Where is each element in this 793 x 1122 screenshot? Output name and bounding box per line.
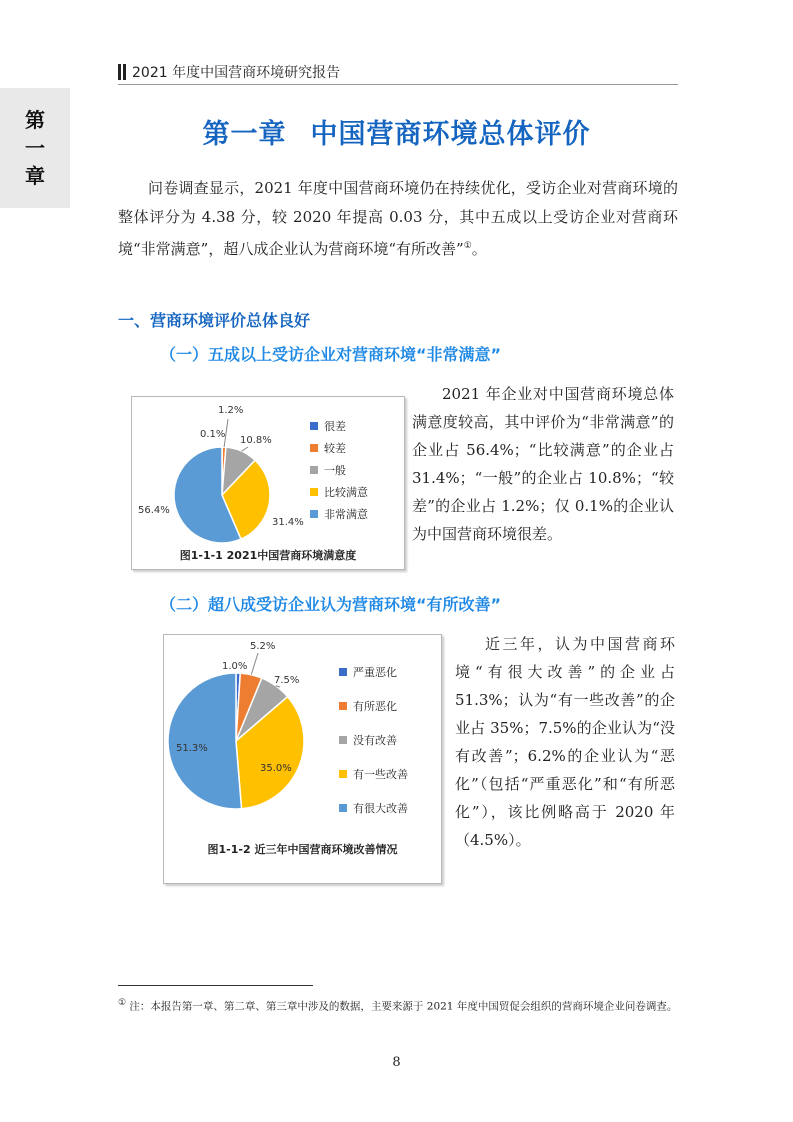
figure-caption-2: 图1-1-2 近三年中国营商环境改善情况 (207, 843, 398, 856)
pie-slice-4 (168, 673, 242, 809)
legend-swatch (310, 466, 318, 474)
pie2-label-2: 7.5% (274, 675, 300, 686)
footnote-ref[interactable]: ① (463, 241, 472, 251)
legend-item (339, 791, 408, 825)
pie2-legend (339, 655, 408, 825)
legend-item (310, 503, 368, 525)
chapter-name: 中国营商环境总体评价 (310, 119, 591, 150)
pie2-label-1: 5.2% (250, 641, 276, 652)
legend-label: 较差 (324, 442, 346, 455)
pie1-label-4: 56.4% (138, 505, 170, 516)
legend-label: 非常满意 (324, 508, 368, 521)
header-title: 2021 年度中国营商环境研究报告 (132, 65, 341, 81)
legend-label: 很差 (324, 420, 346, 433)
legend-item (310, 415, 368, 437)
pie1-label-1: 1.2% (218, 405, 244, 416)
legend-item (339, 757, 408, 791)
figure-caption-1: 图1-1-1 2021中国营商环境满意度 (179, 549, 357, 562)
pie2-label-3: 35.0% (260, 763, 292, 774)
legend-swatch (310, 422, 318, 430)
intro-text: 问卷调查显示，2021 年度中国营商环境仍在持续优化，受访企业对营商环境的整体评分为 4.38 分，较 2020 年提高 0.03 分，其中五成以上受访企业对营商环境“非常满意”，超八成企业认为营商环境“有所改善” (118, 179, 678, 258)
chapter-number: 第一章 (202, 119, 287, 150)
legend-label: 比较满意 (324, 486, 368, 499)
legend-label: 有很大改善 (353, 802, 408, 815)
figure-satisfaction (131, 396, 405, 570)
chapter-tab-line3: 章 (25, 164, 45, 188)
legend-label: 严重恶化 (353, 666, 397, 679)
intro-paragraph (118, 174, 678, 264)
legend-swatch (339, 668, 347, 676)
footnote-text: 注：本报告第一章、第二章、第三章中涉及的数据，主要来源于 2021 年度中国贸促会组织的营商环境企业问卷调查。 (129, 1000, 678, 1013)
legend-item (310, 437, 368, 459)
pie-leader-line (242, 447, 248, 451)
legend-swatch (339, 702, 347, 710)
legend-swatch (339, 736, 347, 744)
legend-label: 有一些改善 (353, 768, 408, 781)
footnote-rule (118, 985, 313, 986)
improvement-description: 近三年，认为中国营商环境“有很大改善”的企业占 51.3%；认为“有一些改善”的企业占 35%；7.5%的企业认为“没有改善”；6.2%的企业认为“恶化”（包括“严重恶化”和“有所恶化”），该比例略高于 2020 年（4.5%）。 (455, 635, 675, 849)
legend-swatch (310, 444, 318, 452)
legend-item (310, 481, 368, 503)
pie-leader-line (251, 653, 258, 675)
subsection-heading-2: （二）超八成受访企业认为营商环境“有所改善” (160, 595, 502, 614)
legend-label: 没有改善 (353, 734, 397, 747)
legend-item (310, 459, 368, 481)
legend-label: 有所恶化 (353, 700, 397, 713)
pie1-label-2: 10.8% (240, 435, 272, 446)
legend-label: 一般 (324, 464, 346, 477)
legend-item (339, 689, 408, 723)
satisfaction-description: 2021 年企业对中国营商环境总体满意度较高，其中评价为“非常满意”的企业占 56.4%；“比较满意”的企业占 31.4%；“一般”的企业占 10.8%；“较差”的企业占 1.2%；仅 0.1%的企业认为中国营商环境很差。 (412, 385, 674, 543)
legend-swatch (339, 804, 347, 812)
legend-swatch (310, 488, 318, 496)
header-rule (118, 84, 678, 85)
legend-swatch (339, 770, 347, 778)
chapter-title (0, 112, 793, 151)
chapter-tab-line2: 一 (25, 136, 45, 160)
pie1-label-3: 31.4% (272, 517, 304, 528)
chapter-tab-line1: 第 (25, 108, 45, 132)
section-heading: 一、营商环境评价总体良好 (118, 311, 311, 330)
footnote-mark: ① (118, 998, 127, 1008)
running-header (118, 62, 340, 82)
footnote (118, 994, 678, 1016)
legend-swatch (310, 510, 318, 518)
pie2-label-4: 51.3% (176, 743, 208, 754)
pie1-legend (310, 415, 368, 525)
figure-improvement (163, 634, 442, 884)
page-number: 8 (392, 1055, 401, 1070)
pie2-label-0: 1.0% (222, 661, 248, 672)
header-bar-icon (118, 64, 126, 80)
subsection-heading-1: （一）五成以上受访企业对营商环境“非常满意” (160, 345, 502, 364)
legend-item (339, 723, 408, 757)
pie1-label-0: 0.1% (200, 429, 226, 440)
intro-end: 。 (471, 240, 487, 258)
legend-item (339, 655, 408, 689)
